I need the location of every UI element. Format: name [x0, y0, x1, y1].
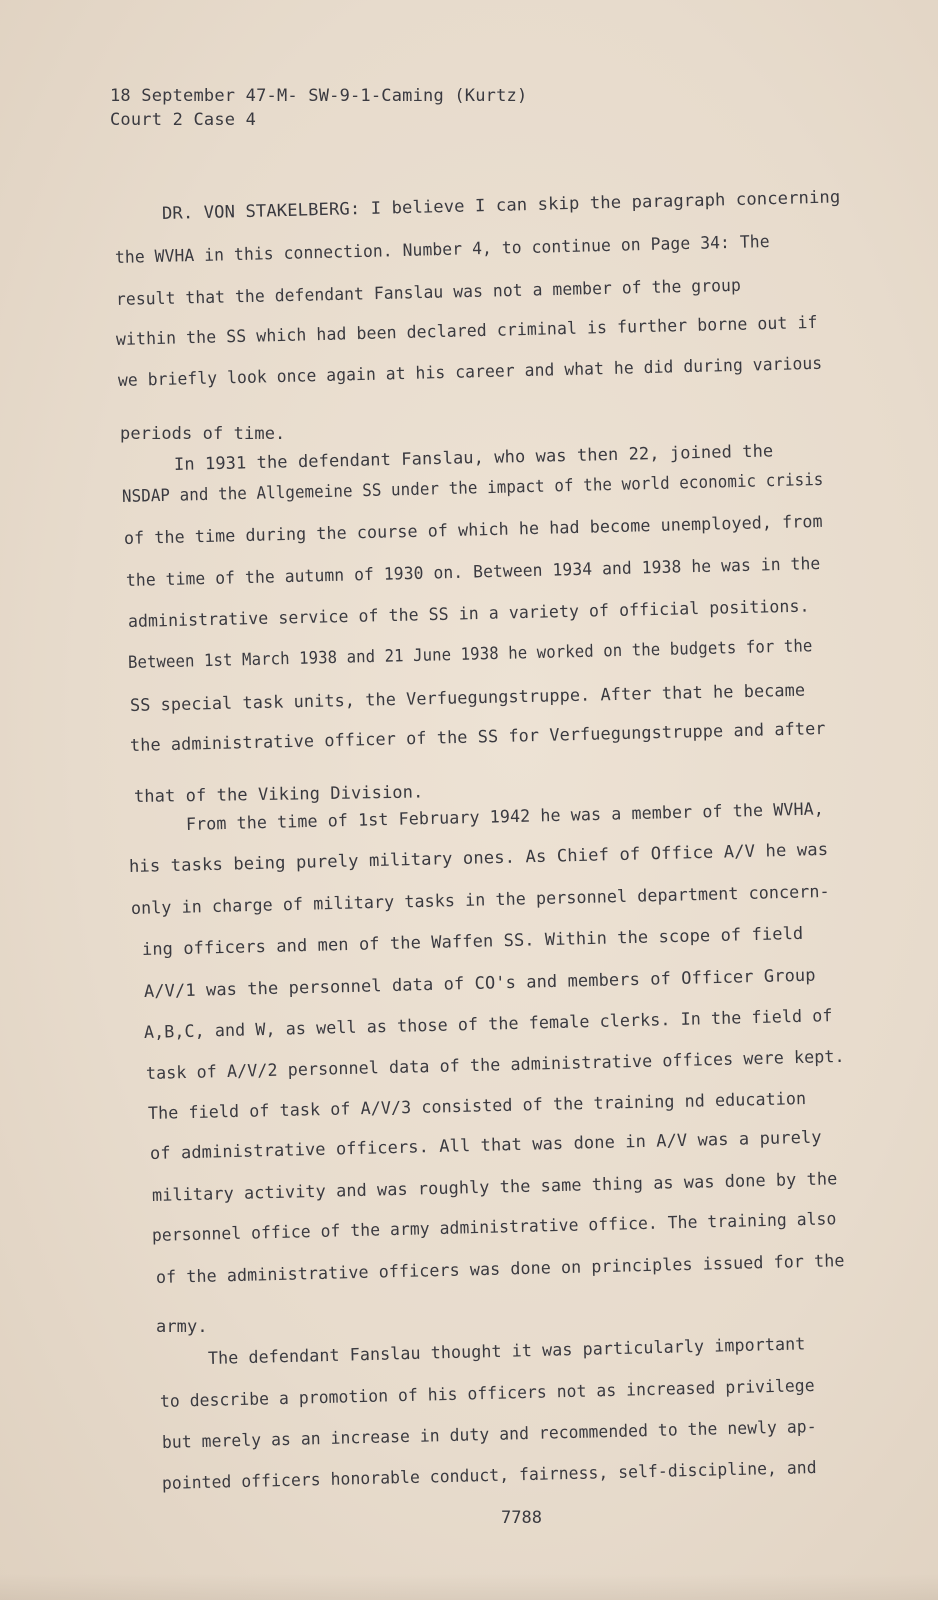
text-line: result that the defendant Fanslau was not a member of the group	[115, 275, 742, 310]
text-line: of administrative officers. All that was done in A/V was a purely	[149, 1127, 822, 1164]
text-line: the WVHA in this connection. Number 4, to continue on Page 34: The	[114, 232, 770, 268]
text-line: of the time during the course of which he had become unemployed, from	[123, 511, 823, 549]
text-line: within the SS which had been declared criminal is further borne out if	[115, 312, 818, 350]
text-line: DR. VON STAKELBERG: I believe I can skip the paragraph concerning	[161, 187, 841, 224]
text-line: we briefly look once again at his career and what he did during various	[117, 353, 823, 391]
text-line: administrative service of the SS in a variety of official positions.	[127, 596, 810, 632]
text-line: personnel office of the army administrative office. The training also	[151, 1209, 837, 1246]
text-line: The field of task of A/V/3 consisted of the training nd education	[147, 1089, 807, 1124]
text-line: SS special task units, the Verfuegungstruppe. After that he became	[129, 680, 806, 716]
text-line: his tasks being purely military ones. As Chief of Office A/V he was	[128, 839, 829, 877]
text-line: Between 1st March 1938 and 21 June 1938 he worked on the budgets for the	[127, 636, 813, 673]
text-line: that of the Viking Division.	[133, 782, 424, 807]
text-line: military activity and was roughly the same thing as was done by the	[151, 1169, 838, 1206]
text-line: task of A/V/2 personnel data of the administrative offices were kept.	[145, 1046, 845, 1084]
text-line: From the time of 1st February 1942 he was a member of the WVHA,	[185, 799, 825, 835]
text-line: In 1931 the defendant Fanslau, who was then 22, joined the	[173, 441, 774, 475]
text-line: but merely as an increase in duty and recommended to the newly ap-	[161, 1417, 817, 1453]
text-line: the administrative officer of the SS for Verfuegungstruppe and after	[129, 719, 826, 756]
text-line: A,B,C, and W, as well as those of the female clerks. In the field of	[143, 1006, 833, 1043]
text-line: The defendant Fanslau thought it was particularly important	[207, 1334, 806, 1369]
text-line: pointed officers honorable conduct, fairness, self-discipline, and	[161, 1458, 817, 1494]
text-line: to describe a promotion of his officers not as increased privilege	[159, 1376, 815, 1412]
header-court-line: Court 2 Case 4	[110, 110, 257, 130]
page-number: 7788	[501, 1508, 542, 1528]
text-line: of the administrative officers was done on principles issued for the	[155, 1251, 845, 1288]
page-edge-shadow	[0, 1574, 938, 1600]
text-line: only in charge of military tasks in the personnel department concern-	[130, 881, 830, 919]
text-line: NSDAP and the Allgemeine SS under the impact of the world economic crisis	[121, 469, 824, 507]
text-line: ing officers and men of the Waffen SS. Within the scope of field	[141, 923, 804, 960]
header-date-line: 18 September 47-M- SW-9-1-Caming (Kurtz)	[110, 86, 528, 106]
text-line: the time of the autumn of 1930 on. Between 1934 and 1938 he was in the	[125, 554, 821, 591]
text-line: A/V/1 was the personnel data of CO's and members of Officer Group	[143, 965, 816, 1002]
text-line: periods of time.	[120, 424, 286, 444]
text-line: army.	[156, 1317, 208, 1337]
